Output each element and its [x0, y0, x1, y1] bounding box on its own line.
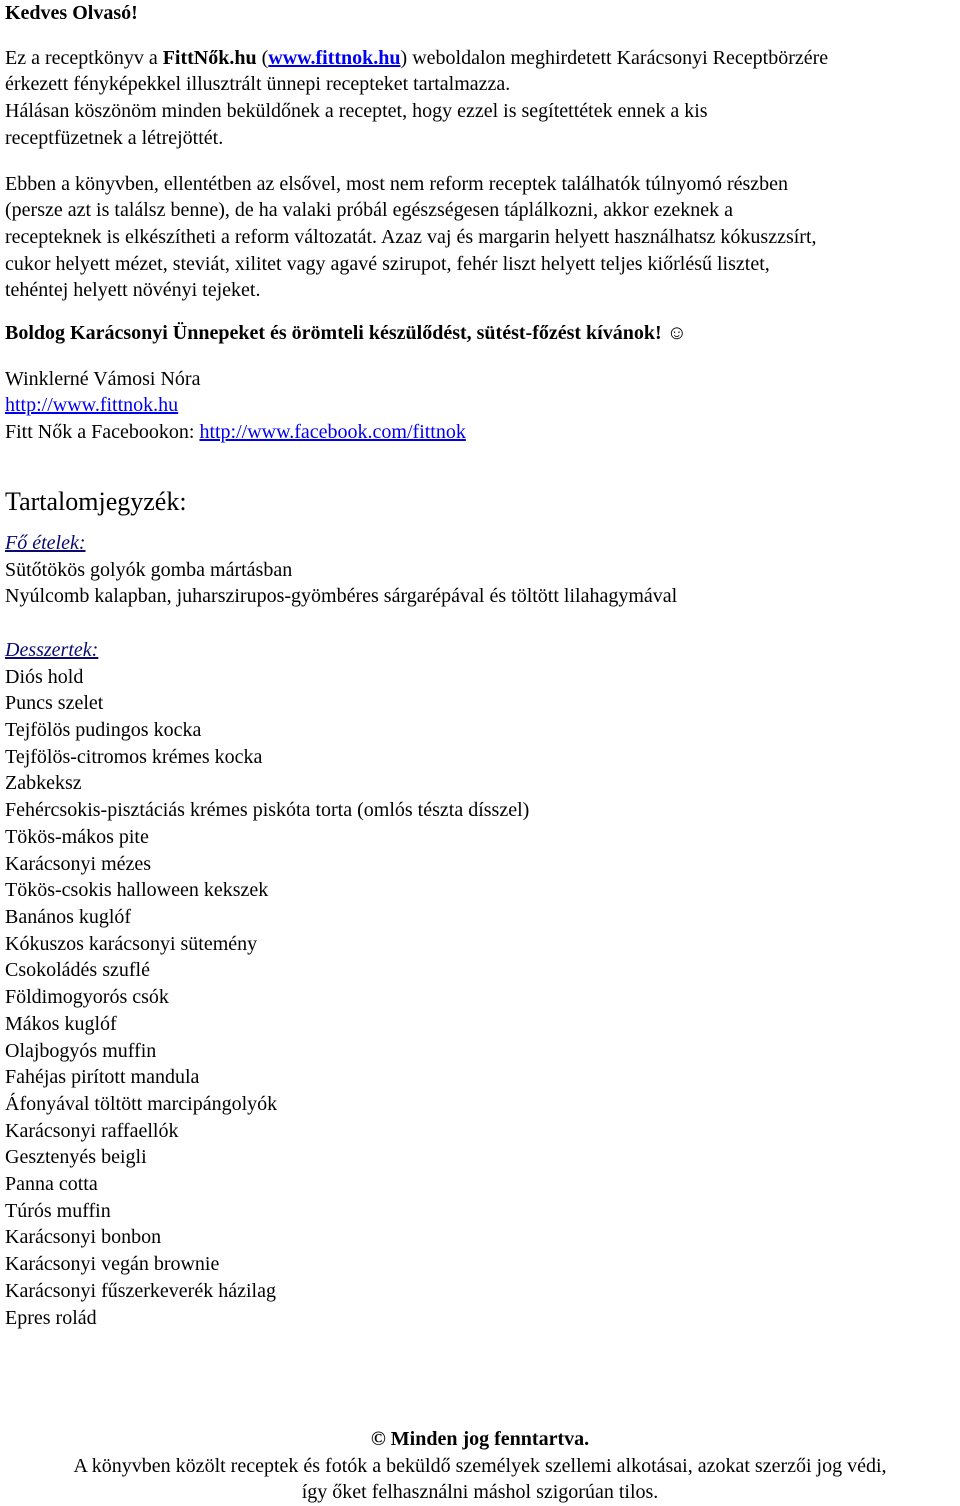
dessert-item: Áfonyával töltött marcipángolyók: [5, 1092, 278, 1115]
facebook-prefix: Fitt Nők a Facebookon:: [5, 421, 200, 444]
facebook-line: [5, 419, 955, 446]
reform-line-5: tehéntej helyett növényi tejeket.: [5, 279, 261, 302]
dessert-item: Tökös-csokis halloween kekszek: [5, 879, 269, 902]
dessert-item: Karácsonyi raffaellók: [5, 1119, 179, 1142]
signature-block: [5, 366, 955, 446]
main-courses-list: [5, 557, 955, 610]
reform-line-2: (persze azt is találsz benne), de ha valaki próbál egészségesen táplálkozni, akkor ezeknek a: [5, 199, 733, 222]
dessert-item: Csokoládés szuflé: [5, 959, 150, 982]
intro-line-1: [5, 45, 955, 72]
dessert-item: Karácsonyi fűszerkeverék házilag: [5, 1279, 276, 1302]
website-line: [5, 392, 955, 419]
greeting: Kedves Olvasó!: [5, 2, 138, 24]
main-course-item: Nyúlcomb kalapban, juharszirupos-gyömbéres sárgarépával és töltött lilahagymával: [5, 585, 678, 608]
dessert-item: Puncs szelet: [5, 692, 104, 715]
copyright-line-2: így őket felhasználni máshol szigorúan tilos.: [301, 1481, 659, 1504]
dessert-item: Zabkeksz: [5, 772, 82, 795]
reform-paragraph: [5, 171, 955, 305]
desserts-list: [5, 664, 955, 1332]
reform-line-3: recepteknek is elkészítheti a reform változatát. Azaz vaj és margarin helyett használhatsz kókuszzsírt,: [5, 225, 817, 248]
dessert-item: Olajbogyós muffin: [5, 1039, 157, 1062]
main-courses-heading: [5, 530, 955, 557]
dessert-item: Tökös-mákos pite: [5, 825, 149, 848]
intro-text-2: (: [256, 46, 269, 69]
dessert-item: Karácsonyi vegán brownie: [5, 1253, 220, 1276]
intro-text-3: ) weboldalon meghirdetett Karácsonyi Receptbörzére: [400, 46, 829, 69]
main-course-item: Sütőtökös golyók gomba mártásban: [5, 558, 293, 581]
desserts-heading: [5, 637, 955, 664]
dessert-item: Tejfölös-citromos krémes kocka: [5, 745, 263, 768]
dessert-item: Fahéjas pirított mandula: [5, 1066, 200, 1089]
author-name: Winklerné Vámosi Nóra: [5, 367, 201, 390]
dessert-item: Mákos kuglóf: [5, 1012, 117, 1035]
facebook-link[interactable]: http://www.facebook.com/fittnok: [199, 421, 466, 444]
reform-line-1: Ebben a könyvben, ellentétben az elsővel, most nem reform receptek találhatók túlnyomó részben: [5, 172, 789, 195]
dessert-item: Diós hold: [5, 665, 84, 688]
intro-paragraph: [5, 45, 955, 152]
dessert-item: Epres rolád: [5, 1306, 97, 1329]
dessert-item: Banános kuglóf: [5, 905, 132, 928]
dessert-item: Túrós muffin: [5, 1199, 111, 1222]
dessert-item: Földimogyorós csók: [5, 986, 169, 1009]
intro-line-3: Hálásan köszönöm minden beküldőnek a receptet, hogy ezzel is segítettétek ennek a kis: [5, 100, 708, 123]
copyright-line-1: A könyvben közölt receptek és fotók a beküldő személyek szellemi alkotásai, azokat szerzői jog védi,: [73, 1454, 887, 1477]
dessert-item: Panna cotta: [5, 1173, 98, 1196]
main-courses-label: Fő ételek:: [5, 531, 86, 554]
holiday-wish: Boldog Karácsonyi Ünnepeket és örömteli készülődést, sütést-főzést kívánok! ☺: [5, 322, 688, 345]
desserts-label: Desszertek:: [5, 638, 99, 661]
main-courses-section: [5, 530, 955, 610]
dessert-item: Karácsonyi mézes: [5, 852, 152, 875]
rights-reserved: © Minden jog fenntartva.: [370, 1428, 590, 1450]
dessert-item: Karácsonyi bonbon: [5, 1226, 162, 1249]
website-link[interactable]: www.fittnok.hu: [268, 46, 401, 69]
dessert-item: Gesztenyés beigli: [5, 1146, 147, 1169]
intro-text-1: Ez a receptkönyv a: [5, 46, 163, 69]
copyright-footer: [0, 1426, 960, 1506]
author-website-link[interactable]: http://www.fittnok.hu: [5, 394, 179, 417]
reform-line-4: cukor helyett mézet, steviát, xilitet vagy agavé szirupot, fehér liszt helyett teljes kiőrlésű lisztet,: [5, 252, 770, 275]
dessert-item: Tejfölös pudingos kocka: [5, 719, 202, 742]
dessert-item: Fehércsokis-pisztáciás krémes piskóta torta (omlós tészta dísszel): [5, 799, 530, 822]
document-page: [5, 0, 955, 1331]
desserts-section: [5, 637, 955, 1331]
dessert-item: Kókuszos karácsonyi sütemény: [5, 932, 258, 955]
intro-line-2: érkezett fényképekkel illusztrált ünnepi recepteket tartalmazza.: [5, 73, 511, 96]
brand-name: FittNők.hu: [162, 46, 257, 69]
toc-title: Tartalomjegyzék:: [5, 486, 187, 516]
intro-line-4: receptfüzetnek a létrejöttét.: [5, 126, 224, 149]
